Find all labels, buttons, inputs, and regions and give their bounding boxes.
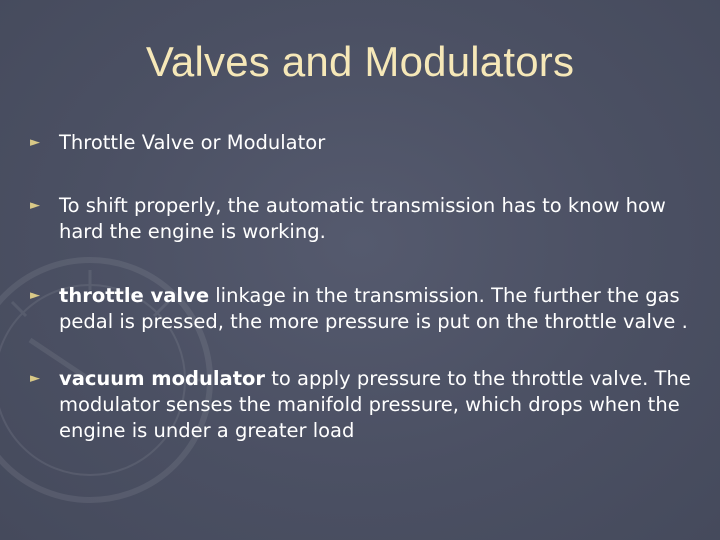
bullet-body: to apply pressure to the throttle valve. The modulator senses the manifold pressure, which drops when the engine is under a greater load	[59, 367, 691, 442]
bullet-arrow-icon: ►	[30, 371, 40, 386]
bullet-arrow-icon: ►	[30, 135, 40, 150]
bullet-bold-term: vacuum modulator	[59, 367, 266, 390]
bullet-text: To shift properly, the automatic transmission has to know how hard the engine is working.	[59, 194, 666, 243]
bullet-text	[59, 366, 699, 444]
bullet-body: linkage in the transmission. The further the gas pedal is pressed, the more pressure is put on the throttle valve .	[59, 284, 688, 333]
slide-title: Valves and Modulators	[145, 38, 575, 85]
bullet-arrow-icon: ►	[30, 198, 40, 213]
bullet-bold-term: throttle valve	[59, 284, 210, 307]
bullet-text: Throttle Valve or Modulator	[59, 131, 326, 154]
bullet-text	[59, 283, 699, 335]
bullet-arrow-icon: ►	[30, 288, 40, 303]
